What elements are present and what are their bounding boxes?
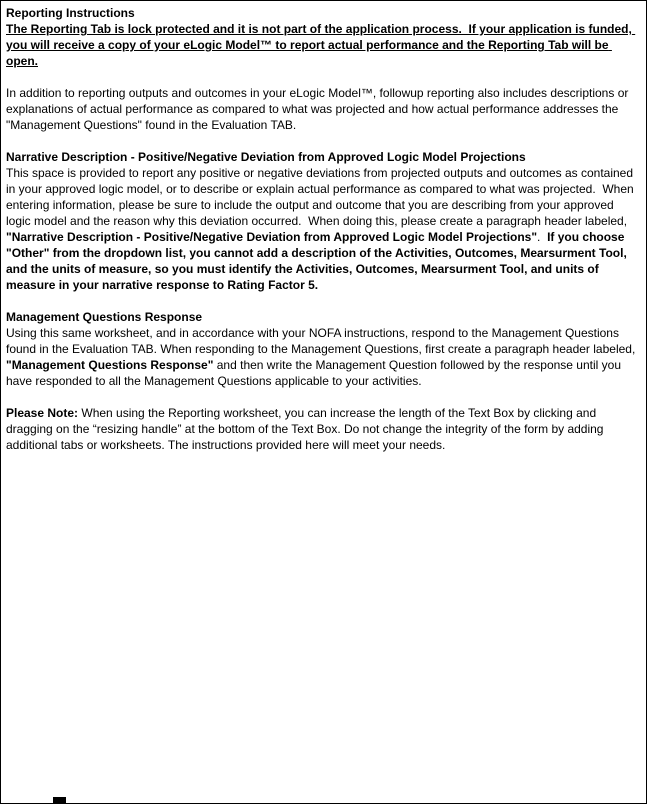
overview-paragraph: In addition to reporting outputs and outcomes in your eLogic Model™, followup reporting also includes descriptions or explanations of actual performance as compared to what was projected and how actual performance addresses the "Management Questions" found in the Evaluation TAB. <box>6 86 632 132</box>
text-run: When using the Reporting worksheet, you can increase the length of the Text Box by clicking and dragging on the “resizing handle” at the bottom of the Text Box. Do not change the integrity of the form by adding additional tabs or worksheets. The instructions provided here will meet your needs. <box>6 406 607 452</box>
management-section-heading: Management Questions Response <box>6 310 203 324</box>
text-run: Please Note: <box>6 406 79 420</box>
text-run-intro: The Reporting Tab is lock protected and it is not part of the application process. If your application is funded, you will receive a copy of your eLogic Model™ to report actual performance and the Reporting Tab will be open. <box>6 22 636 68</box>
narrative-section-body <box>6 165 640 293</box>
bottom-edge-mark <box>53 797 66 803</box>
text-run: and then write the Management Question followed by the response until you have responded to all the Management Questions applicable to your activities. <box>6 358 625 388</box>
text-run: "Management Questions Response" <box>6 358 214 372</box>
intro-paragraph <box>6 21 640 69</box>
text-run: If you choose "Other" from the dropdown list, you cannot add a description of the Activities, Outcomes, Mearsurment Tool, and the units of measure, so you must identify the Activities, Outcomes, Mearsurment Tool, and units of measure in your narrative response to Rating Factor 5. <box>6 230 631 292</box>
document-title: Reporting Instructions <box>6 6 135 20</box>
text-run: This space is provided to report any positive or negative deviations from projected outputs and outcomes as contained in your approved logic model, or to describe or explain actual performance as compared to what was projected. When entering information, please be sure to include the output and outcome that you are describing from your approved logic model and the reason why this deviation occurred. When doing this, please create a paragraph header labeled, <box>6 166 638 228</box>
text-run: Using this same worksheet, and in accordance with your NOFA instructions, respond to the Management Questions found in the Evaluation TAB. When responding to the Management Questions, first create a paragraph header labeled, <box>6 326 639 356</box>
text-run: . <box>537 230 548 244</box>
management-section-body <box>6 325 640 389</box>
note-paragraph <box>6 405 640 453</box>
narrative-section-heading: Narrative Description - Positive/Negative Deviation from Approved Logic Model Projections <box>6 150 526 164</box>
text-run: "Narrative Description - Positive/Negative Deviation from Approved Logic Model Projections" <box>6 230 538 244</box>
